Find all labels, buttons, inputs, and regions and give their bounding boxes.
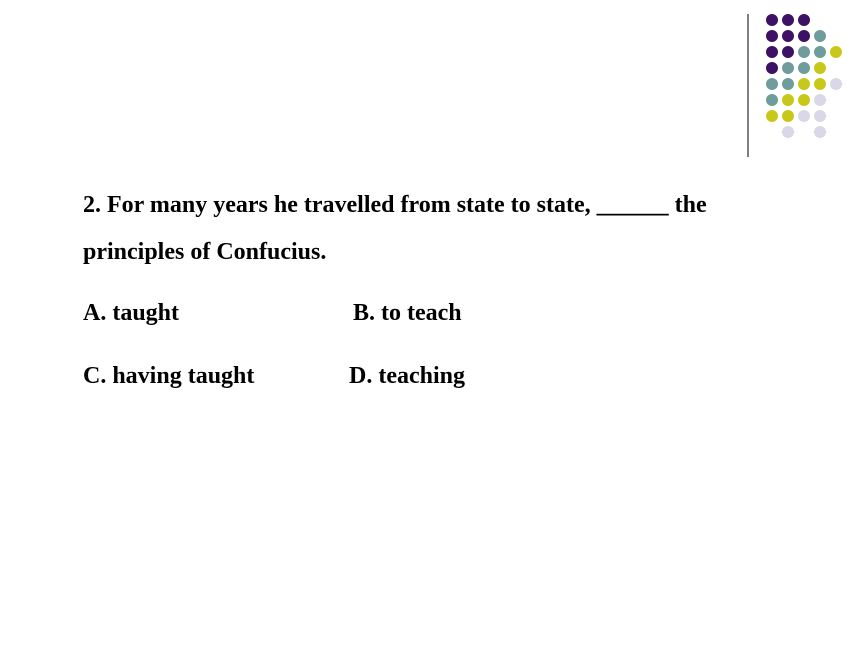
decorative-dot [814,126,826,138]
decorative-vertical-line [747,14,749,157]
option-d: D. teaching [349,363,465,389]
decorative-dot [798,110,810,122]
decorative-dot [782,46,794,58]
decorative-dot [782,126,794,138]
option-b: B. to teach [353,300,462,326]
decorative-dot [782,14,794,26]
decorative-dot [798,78,810,90]
decorative-dot [782,30,794,42]
decorative-dot [766,78,778,90]
decorative-dot [766,14,778,26]
decorative-dot [782,78,794,90]
decorative-dot [766,110,778,122]
decorative-dot [814,78,826,90]
decorative-dot-grid [0,0,860,160]
decorative-dot [798,46,810,58]
decorative-dot [798,30,810,42]
decorative-dot [798,94,810,106]
question-text: 2. For many years he travelled from state to state, ______ the principles of Confucius. [83,192,707,265]
decorative-dot [766,62,778,74]
decorative-dot [814,30,826,42]
decorative-dot [782,110,794,122]
decorative-dot [830,78,842,90]
decorative-dot [766,94,778,106]
decorative-dot [830,46,842,58]
decorative-dot [814,110,826,122]
option-c: C. having taught [83,363,255,389]
decorative-dot [782,94,794,106]
decorative-dot [814,94,826,106]
option-a: A. taught [83,300,180,326]
decorative-dot [766,46,778,58]
decorative-dot [798,62,810,74]
decorative-dot [814,62,826,74]
decorative-dot [782,62,794,74]
decorative-dot [798,14,810,26]
decorative-dot [766,30,778,42]
decorative-dot [814,46,826,58]
